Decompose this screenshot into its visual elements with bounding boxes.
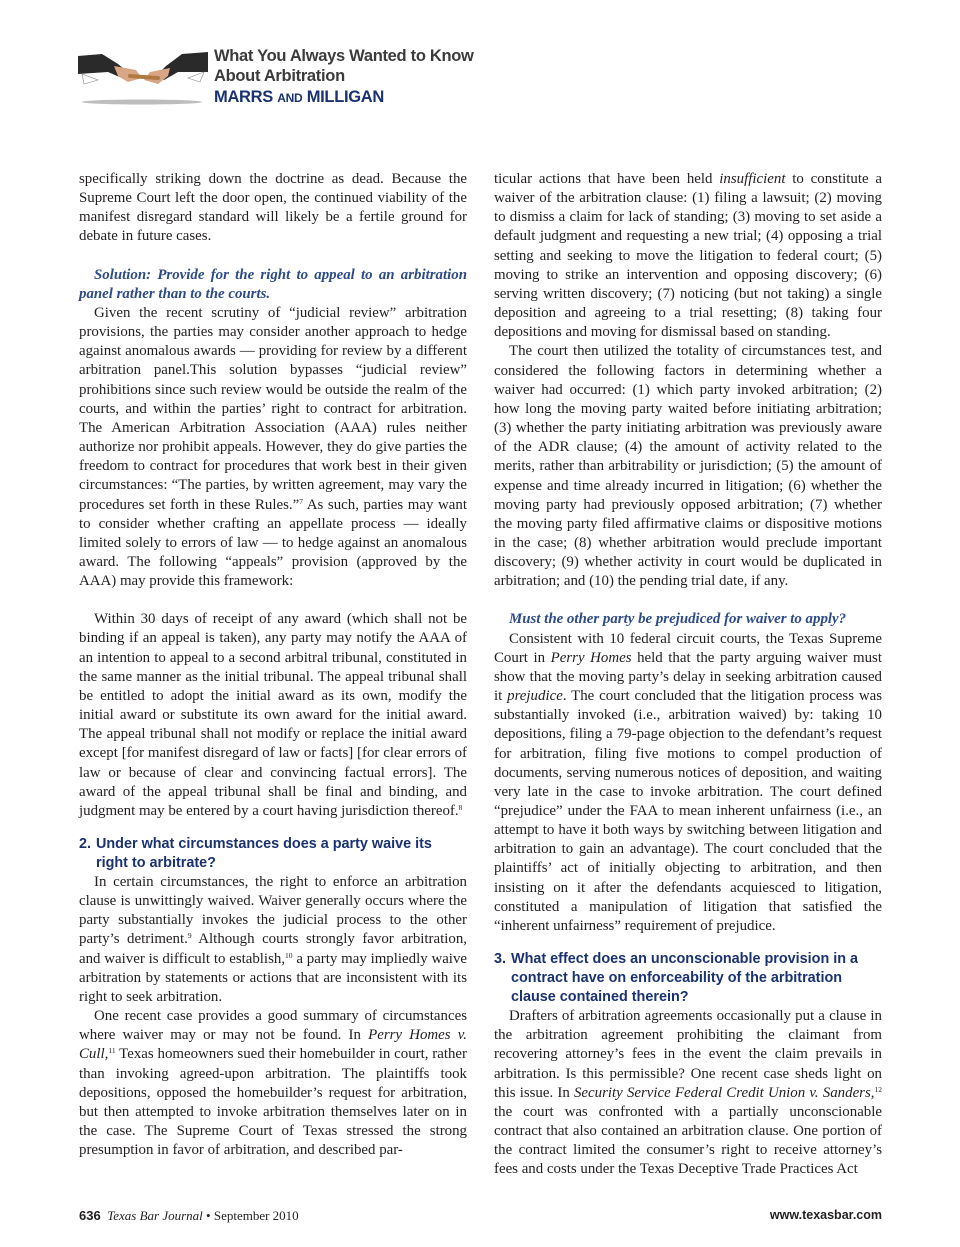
question-2-number: 2. [79,836,92,852]
right-paragraph-4: Drafters of arbitration agreements occasionally put a clause in the arbitration agreement prohibiting the claimant from recovering attorney’s fees in the event the claim prevails in arbitration. Is this permissible? One recent case sheds light on this issue. In Security Service Federal Credit Union v. Sanders,$^{12}$ the court was confronted with a partially unconscionable contract that also contained an arbitration clause. One portion of the contract limited the consumer’s right to receive attorney’s fees and costs under the Texas Deceptive Trade Practices Act [494,1008,882,1178]
left-paragraph-3: In certain circumstances, the right to enforce an arbitration clause is unwittingly waived. Waiver generally occurs where the party substantially invokes the judicial process to the other party’s detriment.$^9$ Although courts strongly favor arbitration, and waiver is difficult to establish,$^{10}$ a party may impliedly waive arbitration by statements or actions that are inconsistent with its right to seek arbitration. [79,874,467,1005]
emphasis-insufficient: insufficient [719,171,786,187]
right-paragraph-3: Consistent with 10 federal circuit courts, the Texas Supreme Court in Perry Homes held that the party arguing waiver must show that the moving party’s delay in seeking arbitration caused it prejudice. The court concluded that the litigation process was substantially invoked (i.e., arbitration waived) by: taking 10 depositions, filing a 79-page objection to the defendant’s request for arbitration, filing five motions to compel production of documents, serving numerous notices of deposition, and waiting very late in the case to invoke arbitration. The court defined “prejudice” under the FAA to mean inherent unfairness (i.e., an attempt to have it both ways by switching between litigation and arbitration to gain an advantage). The court concluded that the plaintiffs’ act of initially objecting to arbitration, and then insisting on it after the defendants acquiesced to litigation, constituted a manipulation of litigation that satisfied the “inherent unfairness” requirement of prejudice. [494,630,883,934]
footer-separator: • [206,1208,211,1223]
header-title-line1: What You Always Wanted to Know [214,47,474,65]
solution-heading: Solution: Provide for the right to appeal to an arbitration panel rather than to the courts. [79,266,467,302]
question-3-heading [494,950,882,1007]
footnote-11: 11 [108,1046,116,1056]
right-column [494,170,882,1180]
footnote-10: 10 [285,950,293,960]
left-paragraph-1: specifically striking down the doctrine as dead. Because the Supreme Court left the door open, the continued viability of the manifest disregard standard will likely be a fertile ground for debate in future cases. [79,171,467,245]
footnote-8: 8 [458,802,463,812]
footnote-12: 12 [874,1084,882,1094]
prejudice-heading: Must the other party be prejudiced for waiver to apply? [509,611,847,628]
question-2-text: Under what circumstances does a party waive its right to arbitrate? [96,836,432,871]
header-authors [214,88,384,107]
footnote-7: 7 [299,496,303,506]
tug-of-war-hands-icon [78,48,208,108]
case-name-perry-homes-2: Perry Homes [550,649,632,666]
issue-date: September 2010 [213,1208,299,1223]
page-header [78,44,578,124]
website-url: www.texasbar.com [769,1208,882,1222]
left-column [79,170,467,1160]
header-title-line2: About Arbitration [214,67,345,85]
case-name-perry-homes: Perry Homes v. Cull, [79,1027,467,1063]
page-footer [79,1208,882,1224]
page-number: 636 [79,1208,101,1223]
emphasis-prejudice: prejudice [507,688,563,705]
right-paragraph-2: The court then utilized the totality of circumstances test, and considered the following factors in determining whether a waiver had occurred: (1) which party invoked arbitration; (2) how long the moving party waited before initiating arbitration; (3) whether the party initiating arbitration was previously aware of the ADR clause; (4) the amount of activity related to the merits, rather than arbitrability or jurisdiction; (5) the amount of expense and time already incurred in litigation; (6) whether the moving party had previously opposed arbitration; (7) whether the moving party filed affirmative claims or dispositive motions in the case; (8) whether arbitration would preclude important discovery; (9) whether activity in court would be duplicated in arbitration; and (10) the pending trial date, if any. [494,343,882,590]
journal-name: Texas Bar Journal [107,1208,203,1223]
author-and: AND [277,91,303,105]
left-paragraph-4: One recent case provides a good summary of circumstances where waiver may or may not be found. In Perry Homes v. Cull,$^{11}$ Texas homeowners sued their homebuilder in court, rather than invoking agreed-upon arbitration. The plaintiffs took depositions, opposed the homebuilder’s request for arbitration, but then attempted to invoke arbitration themselves later on in the case. The Supreme Court of Texas stressed the strong presumption in favor of arbitration, and described par- [79,1008,467,1159]
question-3-text: What effect does an unconscionable provision in a contract have on enforceability of the arbitration clause contained therein? [511,951,859,1006]
author-2: MILLIGAN [306,88,385,106]
footnote-9: 9 [187,931,192,941]
question-2-heading [79,835,467,873]
author-1: MARRS [214,88,273,106]
header-title [214,46,474,86]
left-paragraph-2: Given the recent scrutiny of “judicial review” arbitration provisions, the parties may consider another approach to hedge against anomalous awards — providing for review by a different arbitration panel.This solution bypasses “judicial review” prohibitions since such review would be outside the realm of the courts, and within the parties’ right to contract for arbitration. The American Arbitration Association (AAA) rules neither authorize nor prohibit appeals. However, they do give parties the freedom to contract for procedures that work best in their given circumstances: “The parties, by written agreement, may vary the procedures set forth in these Rules.”$^7$ As such, parties may want to consider whether crafting an appellate process — ideally limited solely to errors of law — to hedge against an anomalous award. The following “appeals” provision (approved by the AAA) may provide this framework: [79,304,467,590]
appeals-provision-quote: Within 30 days of receipt of any award (which shall not be binding if an appeal is taken), any party may notify the AAA of an intention to appeal to a second arbitral tribunal, constituted in the same manner as the initial tribunal. The appeal tribunal shall be entitled to adopt the initial award as its own, modify the initial award or substitute its own award for the initial award. The appeal tribunal shall not modify or replace the initial award except [for manifest disregard of law or facts] [for clear errors of law or because of clear and convincing factual errors]. The award of the appeal tribunal shall be final and binding, and judgment may be entered by a court having jurisdiction thereof.$^8$ [79,611,467,819]
question-3-number: 3. [494,951,507,968]
right-paragraph-1: ticular actions that have been held insufficient to constitute a waiver of the arbitration clause: (1) filing a lawsuit; (2) moving to dismiss a claim for lack of standing; (3) moving to set aside a default judgment and requesting a new trial; (4) opposing a trial setting and seeking to move the litigation to federal court; (5) moving to strike an intervention and opposing discovery; (6) serving written discovery; (7) noticing (but not taking) a single deposition and agreeing to a trial resetting; (8) taking four depositions and moving for dismissal based on standing. [494,171,883,341]
case-name-security-service: Security Service Federal Credit Union v. Sanders, [573,1084,875,1101]
